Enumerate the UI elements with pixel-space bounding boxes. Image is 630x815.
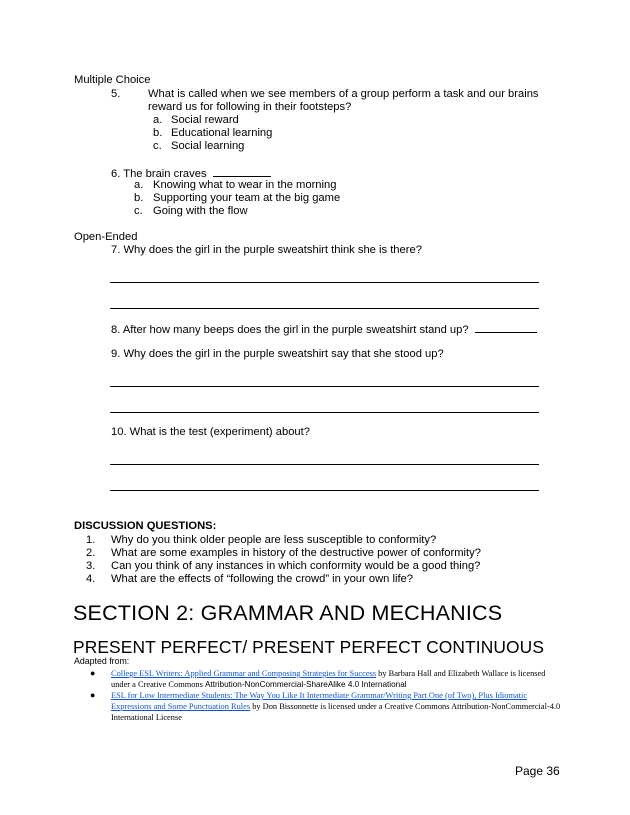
- multiple-choice-heading: Multiple Choice: [74, 74, 151, 86]
- q7-answer-line-1[interactable]: [110, 282, 539, 283]
- q5-option-a-letter: a.: [153, 114, 163, 126]
- source-1-link[interactable]: College ESL Writers: Applied Grammar and Composing Strategies for Success: [111, 669, 377, 678]
- bullet-dot-icon: ●: [90, 668, 96, 678]
- source-1-line-1: [111, 668, 545, 679]
- open-ended-heading: Open-Ended: [74, 231, 138, 243]
- q6-option-b-letter: b.: [134, 192, 144, 204]
- source-2-link-part-2[interactable]: Expressions and Some Punctuation Rules: [111, 702, 251, 711]
- discussion-item-4: What are the effects of “following the crowd” in your own life?: [111, 573, 414, 585]
- adapted-from-label: Adapted from:: [74, 656, 130, 666]
- q6-text: 6. The brain craves: [111, 168, 207, 180]
- q6-option-a: Knowing what to wear in the morning: [153, 179, 337, 191]
- q10-answer-line-1[interactable]: [110, 464, 539, 465]
- q5-number: 5.: [111, 88, 121, 100]
- discussion-item-2: What are some examples in history of the destructive power of conformity?: [111, 547, 481, 559]
- q6-option-b: Supporting your team at the big game: [153, 192, 341, 204]
- q7-question: 7. Why does the girl in the purple sweatshirt think she is there?: [111, 244, 422, 256]
- q6-answer-blank[interactable]: [213, 166, 271, 177]
- source-1-line-2: [111, 679, 407, 690]
- discussion-item-3-number: 3.: [86, 560, 96, 572]
- q8-answer-blank[interactable]: [475, 322, 537, 333]
- q8-question-row: [111, 322, 537, 337]
- q5-option-a: Social reward: [171, 114, 239, 126]
- discussion-item-3: Can you think of any instances in which conformity would be a good thing?: [111, 560, 481, 572]
- discussion-item-4-number: 4.: [86, 573, 96, 585]
- q5-text-line2: reward us for following in their footsteps?: [148, 101, 352, 113]
- q6-option-c: Going with the flow: [153, 205, 248, 217]
- q10-question: 10. What is the test (experiment) about?: [111, 426, 310, 438]
- q8-question: 8. After how many beeps does the girl in the purple sweatshirt stand up?: [111, 324, 469, 336]
- discussion-heading: DISCUSSION QUESTIONS:: [74, 520, 217, 532]
- source-2-credit: by Don Bissonnette is licensed under a Creative Commons Attribution-NonCommercial-4.0: [250, 702, 561, 711]
- q7-answer-line-2[interactable]: [110, 308, 539, 309]
- discussion-item-1: Why do you think older people are less susceptible to conformity?: [111, 534, 437, 546]
- bullet-dot-icon: ●: [90, 690, 96, 700]
- source-2-line-1: [111, 690, 527, 701]
- q9-answer-line-2[interactable]: [110, 412, 539, 413]
- source-2-link-part-1[interactable]: ESL for Low Intermediate Students: The Way You Like It Intermediate Grammar/Writing Part One (of Two), Plus Idiomatic: [111, 691, 528, 700]
- q9-question: 9. Why does the girl in the purple sweatshirt say that she stood up?: [111, 348, 444, 360]
- section-title: SECTION 2: GRAMMAR AND MECHANICS: [73, 601, 503, 625]
- q5-text-line1: What is called when we see members of a group perform a task and our brains: [148, 88, 539, 100]
- discussion-item-2-number: 2.: [86, 547, 96, 559]
- q5-option-b-letter: b.: [153, 127, 163, 139]
- q6-option-c-letter: c.: [134, 205, 143, 217]
- section-subtitle: PRESENT PERFECT/ PRESENT PERFECT CONTINUOUS: [73, 637, 545, 657]
- q5-option-c: Social learning: [171, 140, 245, 152]
- page-number: Page 36: [515, 764, 560, 778]
- source-2-line-2: [111, 701, 560, 712]
- source-2-line-3: International License: [111, 713, 182, 722]
- q5-option-b: Educational learning: [171, 127, 273, 139]
- q10-answer-line-2[interactable]: [110, 490, 539, 491]
- q9-answer-line-1[interactable]: [110, 386, 539, 387]
- q6-option-a-letter: a.: [134, 179, 144, 191]
- source-1-license-prefix: under a Creative Commons: [111, 680, 205, 689]
- q5-option-c-letter: c.: [153, 140, 162, 152]
- discussion-item-1-number: 1.: [86, 534, 96, 546]
- source-1-credit: by Barbara Hall and Elizabeth Wallace is licensed: [376, 669, 546, 678]
- source-1-license: Attribution-NonCommercial-ShareAlike 4.0 International: [204, 680, 407, 689]
